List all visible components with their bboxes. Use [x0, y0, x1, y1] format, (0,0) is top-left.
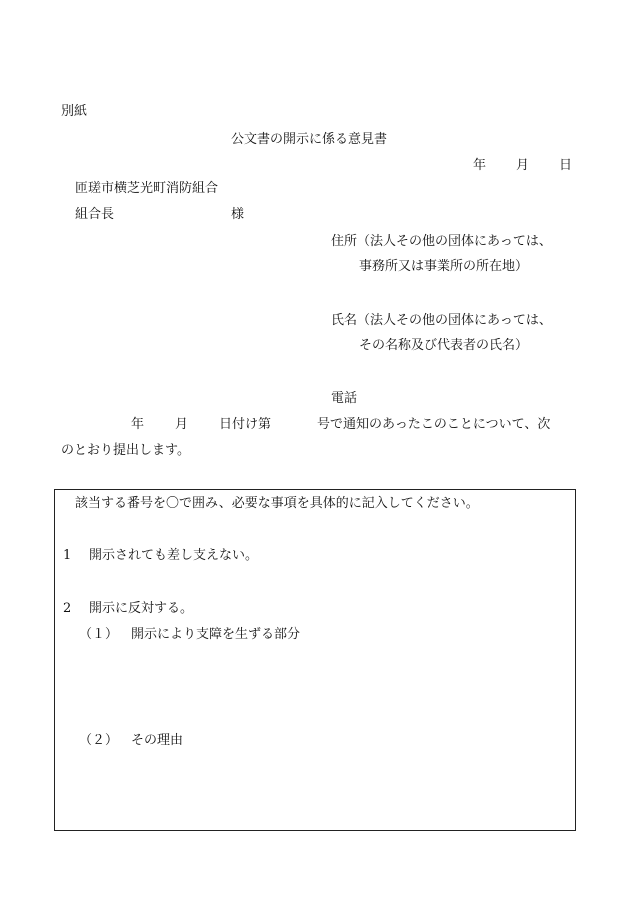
option-1-text: 開示されても差し支えない。	[89, 548, 259, 563]
name-note: その名称及び代表者の氏名）	[359, 338, 529, 353]
name-label: 氏名（法人その他の団体にあっては、	[331, 313, 552, 328]
opinion-box	[54, 489, 576, 831]
sub-item-1-number: （１）	[79, 627, 119, 642]
sub-item-2-number: （２）	[79, 733, 119, 748]
sub-item-1-text: 開示により支障を生ずる部分	[131, 627, 301, 642]
date-year-label: 年	[473, 158, 487, 173]
phone-label: 電話	[331, 391, 358, 406]
address-note: 事務所又は事業所の所在地）	[359, 259, 529, 274]
addressee-honorific: 様	[231, 207, 245, 222]
option-1-number: 1	[63, 548, 72, 563]
body-day-prefix: 日付け第	[219, 417, 272, 432]
attachment-label: 別紙	[61, 104, 88, 119]
sub-item-2-text: その理由	[131, 733, 184, 748]
body-year-label: 年	[131, 417, 145, 432]
address-label: 住所（法人その他の団体にあっては、	[331, 234, 552, 249]
box-instruction: 該当する番号を〇で囲み、必要な事項を具体的に記入してください。	[75, 496, 479, 511]
body-continuation: のとおり提出します。	[61, 443, 190, 458]
date-day-label: 日	[559, 158, 573, 173]
option-2-number: 2	[63, 601, 72, 616]
body-sentence: 号で通知のあったこのことについて、次	[317, 417, 551, 432]
option-2-text: 開示に反対する。	[89, 601, 194, 616]
addressee-role: 組合長	[75, 207, 115, 222]
date-month-label: 月	[516, 158, 530, 173]
body-month-label: 月	[175, 417, 189, 432]
document-title: 公文書の開示に係る意見書	[231, 132, 388, 147]
addressee-org: 匝瑳市横芝光町消防組合	[75, 181, 219, 196]
